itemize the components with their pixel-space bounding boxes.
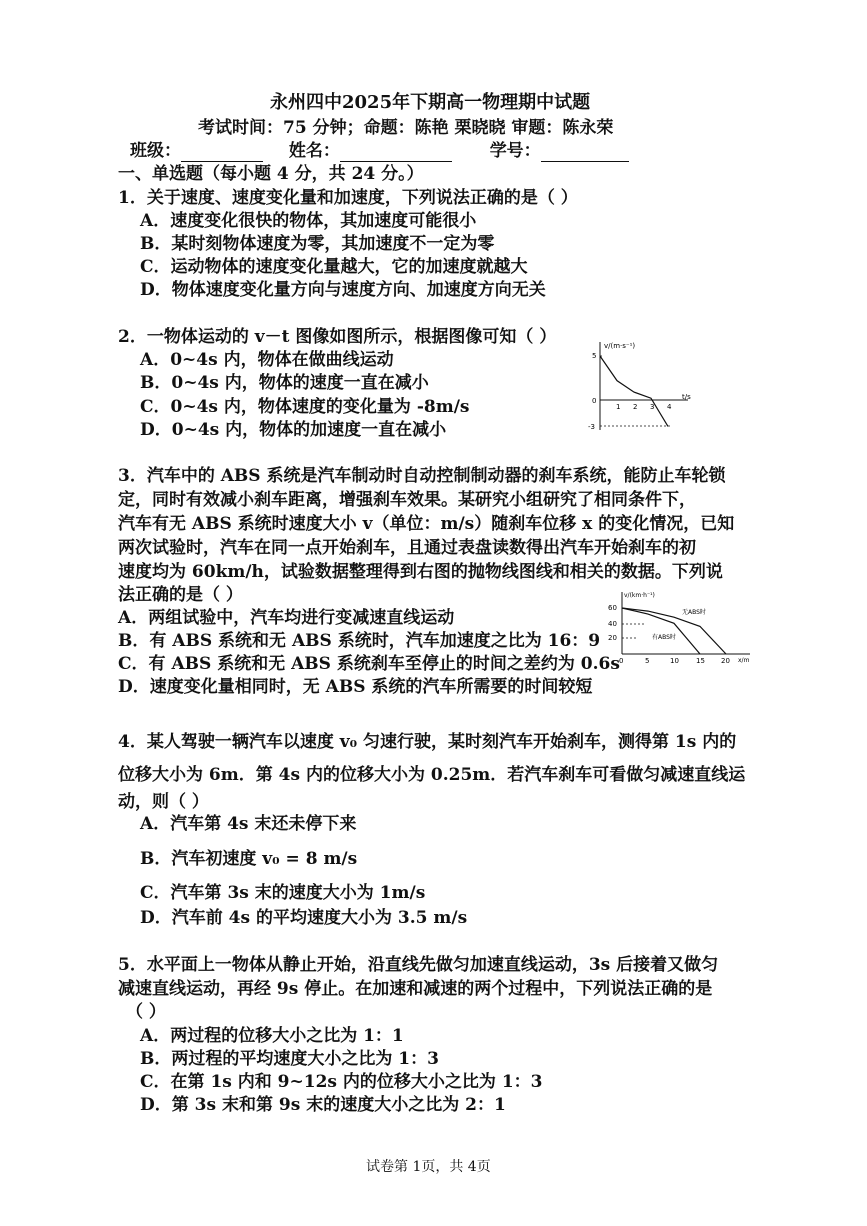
q3-ylabel: v/(km·h⁻¹) [624, 592, 655, 599]
q2-ylabel: v/(m·s⁻¹) [604, 342, 636, 350]
q2-xlabel: t/s [682, 393, 691, 401]
q3-xlabel: x/m [738, 657, 750, 664]
q3-curve-no-abs [622, 608, 726, 654]
q5-option-d: D．第 3s 末和第 9s 末的速度大小之比为 2：1 [140, 1095, 506, 1115]
q2-xtick-2: 2 [633, 403, 638, 411]
q2-xtick-1: 1 [616, 403, 621, 411]
number-blank[interactable] [541, 145, 629, 162]
q4-stem-2: 位移大小为 6m．第 4s 内的位移大小为 0.25m．若汽车刹车可看做匀减速直线运 [118, 765, 746, 785]
q3-xtick-10: 10 [670, 657, 679, 665]
q3-stem-3: 汽车有无 ABS 系统时速度大小 v（单位：m/s）随刹车位移 x 的变化情况，已知 [118, 514, 735, 534]
q5-stem-2: 减速直线运动，再经 9s 停止。在加速和减速的两个过程中，下列说法正确的是 [118, 979, 713, 999]
q5-stem-3: （ ） [126, 1002, 166, 1022]
q2-ytick-5: 5 [592, 352, 597, 360]
q4-option-b: B．汽车初速度 v₀ = 8 m/s [140, 849, 358, 869]
q1-stem: 1．关于速度、速度变化量和加速度，下列说法正确的是（ ） [118, 188, 578, 208]
q2-xtick-4: 4 [667, 403, 672, 411]
q5-option-a: A．两过程的位移大小之比为 1：1 [140, 1026, 404, 1046]
q3-ytick-40: 40 [608, 620, 617, 628]
q2-ytick-0: 0 [592, 397, 597, 405]
q4-stem-1: 4．某人驾驶一辆汽车以速度 v₀ 匀速行驶，某时刻汽车开始刹车，测得第 1s 内的 [118, 732, 737, 752]
q3-option-c: C．有 ABS 系统和无 ABS 系统刹车至停止的时间之差约为 0.6s [118, 654, 620, 674]
q5-option-b: B．两过程的平均速度大小之比为 1：3 [140, 1049, 439, 1069]
q3-ytick-60: 60 [608, 604, 617, 612]
number-label: 学号： [489, 141, 541, 161]
q3-label-no-abs: 无ABS时 [682, 609, 706, 616]
q2-stem: 2．一物体运动的 v－t 图像如图所示，根据图像可知（ ） [118, 327, 557, 347]
q3-vx-graph [604, 588, 754, 668]
q3-xtick-15: 15 [696, 657, 705, 665]
q3-stem-4: 两次试验时，汽车在同一点开始刹车，且通过表盘读数得出汽车开始刹车的初 [118, 538, 696, 558]
q2-vt-graph [588, 338, 698, 438]
q2-curve [600, 356, 668, 426]
q4-option-c: C．汽车第 3s 末的速度大小为 1m/s [140, 883, 426, 903]
q2-ytick-neg3: -3 [588, 423, 595, 431]
q3-ytick-20: 20 [608, 634, 617, 642]
exam-title: 永州四中2025年下期高一物理期中试题 [270, 92, 591, 113]
q3-label-abs: 有ABS时 [652, 634, 676, 641]
q3-option-d: D．速度变化量相同时，无 ABS 系统的汽车所需要的时间较短 [118, 677, 593, 697]
name-label: 姓名： [288, 141, 340, 161]
q3-xtick-5: 5 [645, 657, 650, 665]
class-label: 班级： [130, 141, 181, 161]
q1-option-d: D．物体速度变化量方向与速度方向、加速度方向无关 [140, 280, 546, 300]
q3-xtick-0: 0 [619, 657, 624, 665]
q3-option-b: B．有 ABS 系统和无 ABS 系统时，汽车加速度之比为 16：9 [118, 631, 601, 651]
q1-option-a: A．速度变化很快的物体，其加速度可能很小 [140, 211, 477, 231]
q4-option-d: D．汽车前 4s 的平均速度大小为 3.5 m/s [140, 908, 468, 928]
q2-xtick-3: 3 [650, 403, 655, 411]
q3-option-a: A．两组试验中，汽车均进行变减速直线运动 [118, 608, 455, 628]
q3-stem-1: 3．汽车中的 ABS 系统是汽车制动时自动控制制动器的刹车系统，能防止车轮锁 [118, 466, 726, 486]
student-info-row [130, 140, 629, 162]
q3-xtick-20: 20 [721, 657, 730, 665]
name-blank[interactable] [340, 145, 452, 162]
q3-stem-5: 速度均为 60km/h，试验数据整理得到右图的抛物线图线和相关的数据。下列说 [118, 562, 723, 582]
exam-info: 考试时间：75 分钟；命题：陈艳 栗晓晓 审题：陈永荣 [198, 118, 614, 138]
class-blank[interactable] [181, 145, 263, 162]
q4-option-a: A．汽车第 4s 末还未停下来 [140, 814, 357, 834]
q5-option-c: C．在第 1s 内和 9~12s 内的位移大小之比为 1：3 [140, 1072, 543, 1092]
page-footer: 试卷第 1页，共 4页 [366, 1159, 491, 1175]
q2-option-d: D．0~4s 内，物体的加速度一直在减小 [140, 420, 447, 440]
q2-option-a: A．0~4s 内，物体在做曲线运动 [140, 350, 394, 370]
q3-stem-2: 定，同时有效减小刹车距离，增强刹车效果。某研究小组研究了相同条件下， [118, 490, 696, 510]
q1-option-c: C．运动物体的速度变化量越大，它的加速度就越大 [140, 257, 528, 277]
q1-option-b: B．某时刻物体速度为零，其加速度不一定为零 [140, 234, 495, 254]
q2-option-b: B．0~4s 内，物体的速度一直在减小 [140, 373, 429, 393]
q4-stem-3: 动，则（ ） [118, 792, 209, 812]
q2-option-c: C．0~4s 内，物体速度的变化量为 -8m/s [140, 397, 470, 417]
q3-stem-6: 法正确的是（ ） [118, 585, 243, 605]
section-heading: 一、单选题（每小题 4 分，共 24 分。） [118, 164, 424, 184]
q5-stem-1: 5．水平面上一物体从静止开始，沿直线先做匀加速直线运动，3s 后接着又做匀 [118, 955, 719, 975]
